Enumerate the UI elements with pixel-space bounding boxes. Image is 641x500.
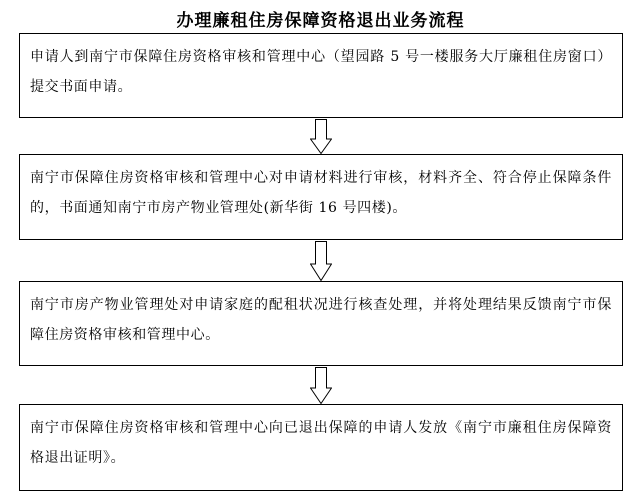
flow-step-3: 南宁市房产物业管理处对申请家庭的配租状况进行核查处理，并将处理结果反馈南宁市保障住房资格审核和管理中心。: [19, 281, 623, 366]
down-arrow-icon: [310, 367, 332, 404]
flow-step-4: 南宁市保障住房资格审核和管理中心向已退出保障的申请人发放《南宁市廉租住房保障资格退出证明》。: [19, 404, 623, 491]
down-arrow-icon: [310, 241, 332, 281]
flow-step-1: 申请人到南宁市保障住房资格审核和管理中心（望园路 5 号一楼服务大厅廉租住房窗口）提交书面申请。: [19, 33, 623, 118]
flowchart-title: 办理廉租住房保障资格退出业务流程: [176, 11, 465, 31]
flow-step-2: 南宁市保障住房资格审核和管理中心对申请材料进行审核，材料齐全、符合停止保障条件的，书面通知南宁市房产物业管理处(新华街 16 号四楼)。: [19, 154, 623, 240]
down-arrow-icon: [310, 119, 332, 154]
